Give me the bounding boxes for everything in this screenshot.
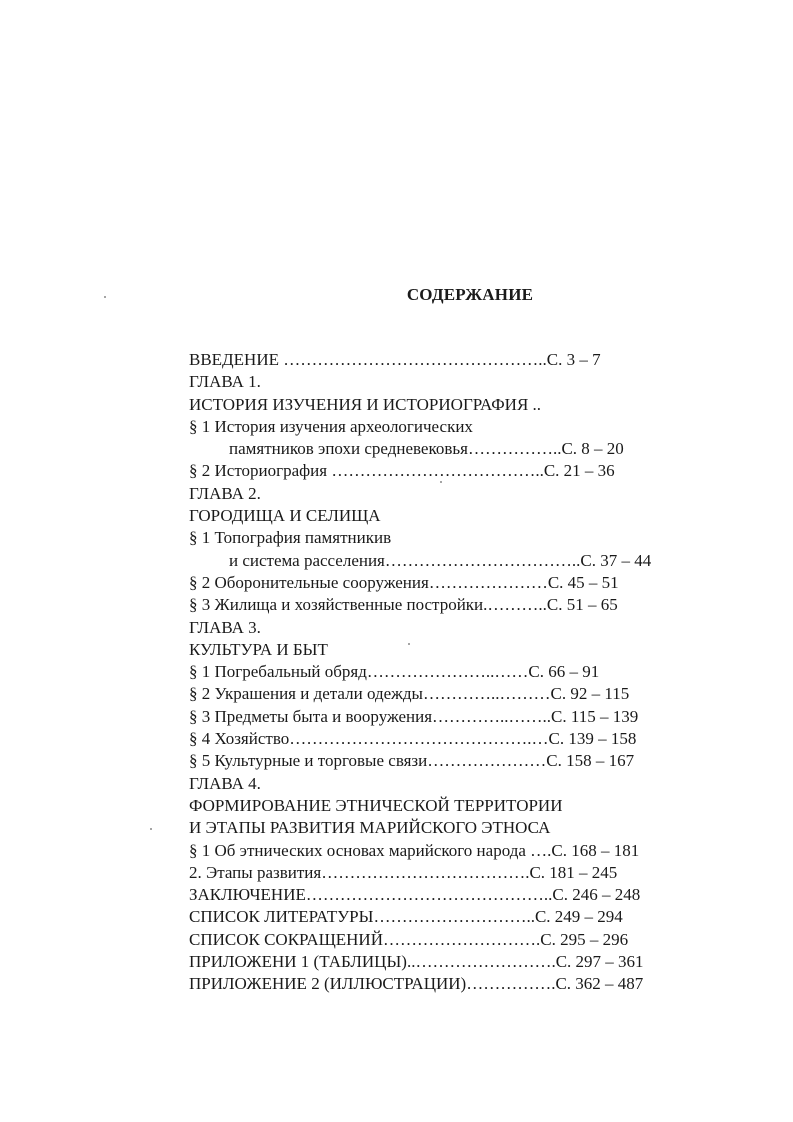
toc-entry-text: § 2 Оборонительные сооружения	[189, 572, 429, 592]
toc-entry	[189, 906, 729, 928]
page-title: СОДЕРЖАНИЕ	[406, 285, 534, 304]
toc-entry-text: § 2 Историография	[189, 461, 332, 481]
toc-entry-text: § 1 Погребальный обряд	[189, 662, 367, 682]
toc-entry-text: ПРИЛОЖЕНИ 1 (ТАБЛИЦЫ)	[189, 952, 407, 972]
toc-entry-text: ГЛАВА 3.	[189, 617, 261, 637]
toc-entry	[189, 884, 729, 906]
toc-entry-text: § 1 История изучения археологических	[189, 416, 473, 436]
toc-page-range: С. 8 – 20	[561, 439, 624, 459]
toc-entry-text: § 1 Об этнических основах марийского народа	[189, 840, 531, 860]
toc-page-range: С. 21 – 36	[543, 461, 615, 481]
toc-leader-dots: ……………………….	[382, 929, 541, 949]
table-of-contents	[189, 349, 729, 996]
toc-entry-text: § 1 Топография памятникив	[189, 528, 392, 548]
toc-entry	[189, 527, 729, 549]
toc-page-range: С. 45 – 51	[547, 572, 619, 592]
toc-entry	[189, 550, 729, 572]
toc-page-range: С. 115 – 139	[551, 706, 639, 726]
toc-leader-dots: …………………	[428, 572, 548, 592]
toc-leader-dots: …………..……..	[432, 706, 552, 726]
toc-entry-text: КУЛЬТУРА И БЫТ	[189, 639, 328, 659]
toc-entry	[189, 438, 729, 460]
toc-entry-text: И ЭТАПЫ РАЗВИТИЯ МАРИЙСКОГО ЭТНОСА	[189, 818, 551, 838]
toc-entry	[189, 706, 729, 728]
toc-entry	[189, 750, 729, 772]
toc-leader-dots: ……………………………………..	[305, 885, 553, 905]
toc-entry	[189, 572, 729, 594]
toc-leader-dots: ……………………………….	[321, 862, 530, 882]
toc-entry	[189, 505, 729, 527]
toc-page-range: С. 158 – 167	[546, 751, 635, 771]
scan-speck	[104, 296, 106, 298]
toc-entry	[189, 929, 729, 951]
toc-page-range: С. 51 – 65	[546, 595, 618, 615]
toc-page-range: С. 181 – 245	[529, 862, 618, 882]
toc-page-range: С. 168 – 181	[551, 840, 640, 860]
toc-entry-text: ГЛАВА 4.	[189, 773, 261, 793]
toc-entry-text: ЗАКЛЮЧЕНИЕ	[189, 885, 306, 905]
toc-entry-text: § 5 Культурные и торговые связи	[189, 751, 428, 771]
toc-page-range: С. 362 – 487	[555, 974, 644, 994]
toc-leader-dots: …………………………………….…	[289, 729, 549, 749]
toc-entry	[189, 862, 729, 884]
toc-entry	[189, 773, 729, 795]
toc-entry	[189, 460, 729, 482]
toc-entry-text: § 2 Украшения и детали одежды	[189, 684, 423, 704]
toc-leader-dots: ……………..	[467, 439, 562, 459]
toc-entry	[189, 349, 729, 371]
toc-leader-dots: …………..………	[422, 684, 551, 704]
toc-entry-text: ПРИЛОЖЕНИЕ 2 (ИЛЛЮСТРАЦИИ)	[189, 974, 467, 994]
toc-entry-text: памятников эпохи средневековья	[229, 439, 468, 459]
toc-entry	[189, 416, 729, 438]
toc-entry-text: § 3 Предметы быта и вооружения	[189, 706, 433, 726]
toc-entry-text: СПИСОК СОКРАЩЕНИЙ	[189, 929, 383, 949]
toc-entry	[189, 594, 729, 616]
toc-leader-dots: ……………………………..	[384, 550, 581, 570]
toc-entry	[189, 840, 729, 862]
toc-entry-text: ИСТОРИЯ ИЗУЧЕНИЯ И ИСТОРИОГРАФИЯ ..	[189, 394, 542, 414]
toc-entry-text: ГЛАВА 2.	[189, 483, 261, 503]
toc-entry-text: и система расселения	[229, 550, 385, 570]
toc-page-range: С. 249 – 294	[534, 907, 623, 927]
toc-page-range: С. 92 – 115	[550, 684, 630, 704]
toc-entry	[189, 371, 729, 393]
toc-leader-dots: …………………..……	[366, 662, 529, 682]
scan-speck	[150, 828, 152, 830]
toc-leader-dots: …………….	[466, 974, 556, 994]
toc-leader-dots: …………………	[427, 751, 547, 771]
toc-entry-text: § 3 Жилища и хозяйственные постройки	[189, 595, 484, 615]
toc-entry	[189, 795, 729, 817]
toc-entry	[189, 483, 729, 505]
toc-entry	[189, 661, 729, 683]
toc-page-range: С. 37 – 44	[580, 550, 652, 570]
toc-leader-dots: ………………………………………..	[283, 350, 547, 369]
toc-leader-dots: .………..	[483, 595, 547, 615]
toc-entry-text: 2. Этапы развития	[189, 862, 322, 882]
toc-entry	[189, 639, 729, 661]
toc-entry	[189, 817, 729, 839]
toc-entry-text: ГОРОДИЩА И СЕЛИЩА	[189, 506, 381, 526]
toc-page-range: С. 297 – 361	[555, 952, 644, 972]
scan-speck	[408, 643, 410, 645]
toc-leader-dots: ..…………………….	[406, 952, 556, 972]
toc-entry-text: СПИСОК ЛИТЕРАТУРЫ	[189, 907, 374, 927]
toc-page-range: С. 66 – 91	[528, 662, 600, 682]
toc-entry	[189, 951, 729, 973]
toc-entry	[189, 728, 729, 750]
toc-leader-dots: ….	[530, 840, 552, 860]
toc-entry-text: § 4 Хозяйство	[189, 729, 290, 749]
toc-page-range: С. 139 – 158	[548, 729, 637, 749]
toc-entry	[189, 973, 729, 995]
scan-speck	[440, 481, 442, 483]
toc-page-range: С. 246 – 248	[552, 885, 641, 905]
toc-entry	[189, 683, 729, 705]
toc-leader-dots: ………………………..	[373, 907, 535, 927]
toc-entry-text: ВВЕДЕНИЕ	[189, 350, 284, 369]
toc-leader-dots: ………………………………..	[331, 461, 544, 481]
toc-page-range: С. 3 – 7	[546, 350, 601, 369]
toc-entry	[189, 394, 729, 416]
toc-entry-text: ФОРМИРОВАНИЕ ЭТНИЧЕСКОЙ ТЕРРИТОРИИ	[189, 795, 563, 815]
toc-entry	[189, 617, 729, 639]
toc-page-range: С. 295 – 296	[540, 929, 629, 949]
toc-entry-text: ГЛАВА 1.	[189, 372, 261, 392]
